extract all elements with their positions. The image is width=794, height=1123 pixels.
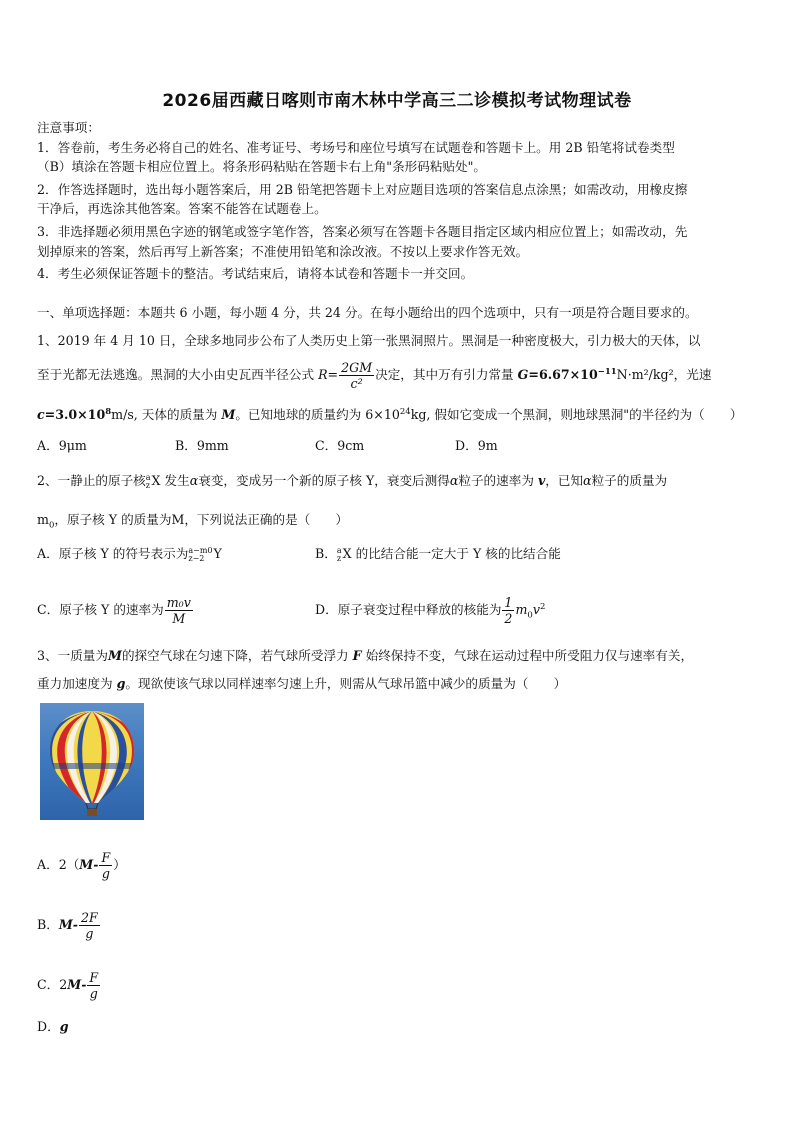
notice-line: 干净后，再选涂其他答案。答案不能答在试题卷上。 bbox=[37, 201, 327, 216]
q2-option-c: C．原子核 Y 的速率为 $\frac{\text{m₀v}}{M}$ bbox=[37, 595, 191, 626]
q1-option-d: D．9m bbox=[455, 438, 498, 453]
notice-heading: 注意事项： bbox=[37, 120, 100, 135]
q1-line2: 至于光都无法逃逸。黑洞的大小由史瓦西半径公式 R= $\frac{2GM}{\text{c²}}$ 决定，其中万有引力常量 $G=6.67\times 10^{-11}N\cdot m^2$/kg²，光速 bbox=[37, 360, 712, 391]
q2-option-d: D．原子衰变过程中释放的核能为 $\frac{1}{2}$ $m_0v^2$ bbox=[315, 595, 546, 626]
hot-air-balloon-image bbox=[40, 703, 144, 820]
q2-line1: 2、一静止的原子核 a z X 发生α衰变，变成另一个新的原子核 Y，衰变后测得α粒子的速率为 v，已知α粒子的质量为 bbox=[37, 472, 668, 490]
q3-line2: 重力加速度为 g。现欲使该气球以同样速率匀速上升，则需从气球吊篮中减少的质量为（ ） bbox=[37, 676, 567, 691]
notice-line: 划掉原来的答案，然后再写上新答案；不准使用铅笔和涂改液。不按以上要求作答无效。 bbox=[37, 244, 529, 259]
q1-line3: $c=3.0\times 10^8m/s$, 天体的质量为 M。已知地球的质量约为 $6\times 10^{24}kg$, 假如它变成一个黑洞，则地球黑洞"的半径约为（ ） bbox=[37, 407, 743, 423]
q2-line2: $m_0$，原子核 Y 的质量为M，下列说法正确的是（ ） bbox=[37, 512, 349, 531]
notice-line: （B）填涂在答题卡相应位置上。将条形码粘贴在答题卡右上角"条形码粘贴处"。 bbox=[37, 159, 487, 174]
q3-option-c: C．2M- $\frac{F}{g}$ bbox=[37, 970, 99, 1001]
balloon-illustration bbox=[40, 703, 144, 820]
notice-line: 2．作答选择题时，选出每小题答案后，用 2B 铅笔把答题卡上对应题目选项的答案信息点涂黑；如需改动，用橡皮擦 bbox=[37, 182, 688, 197]
q3-option-a: A．2（M- $\frac{F}{g}$ ） bbox=[37, 850, 126, 881]
formula-fraction: $\frac{1}{2}$ bbox=[504, 595, 513, 626]
notice-line: 1．答卷前，考生务必将自己的姓名、准考证号、考场号和座位号填写在试题卷和答题卡上。用 2B 铅笔将试卷类型 bbox=[37, 140, 675, 155]
formula-fraction: $\frac{F}{g}$ bbox=[89, 970, 99, 1001]
formula-fraction: $\frac{2F}{g}$ bbox=[81, 910, 98, 941]
formula-fraction: $\frac{F}{g}$ bbox=[101, 850, 111, 881]
q1-option-a: A．9μm bbox=[37, 438, 87, 453]
q2-option-a: A．原子核 Y 的符号表示为 a−m0 z−2 Y bbox=[37, 545, 222, 563]
q3-option-d: D．g bbox=[37, 1019, 69, 1034]
q3-option-b: B．M- $\frac{2F}{g}$ bbox=[37, 910, 98, 941]
q1-option-c: C．9cm bbox=[315, 438, 365, 453]
section-heading: 一、单项选择题：本题共 6 小题，每小题 4 分，共 24 分。在每小题给出的四个选项中，只有一项是符合题目要求的。 bbox=[37, 305, 698, 320]
page-title: 2026届西藏日喀则市南木林中学高三二诊模拟考试物理试卷 bbox=[162, 91, 632, 111]
q1-line1: 1、2019 年 4 月 10 日，全球多地同步公布了人类历史上第一张黑洞照片。黑洞是一种密度极大，引力极大的天体，以 bbox=[37, 333, 701, 348]
notice-line: 4．考生必须保证答题卡的整洁。考试结束后，请将本试卷和答题卡一并交回。 bbox=[37, 266, 474, 281]
nuclide-notation: a z bbox=[145, 472, 151, 490]
q1-option-b: B．9mm bbox=[175, 438, 229, 453]
q2-option-b: B． a z X 的比结合能一定大于 Y 核的比结合能 bbox=[315, 545, 561, 563]
q3-line1: 3、一质量为M的探空气球在匀速下降，若气球所受浮力 F 始终保持不变，气球在运动过程中所受阻力仅与速率有关， bbox=[37, 648, 694, 663]
formula-fraction: $\frac{2GM}{\text{c²}}$ bbox=[341, 360, 373, 391]
formula-fraction: $\frac{\text{m₀v}}{M}$ bbox=[166, 595, 191, 626]
notice-line: 3．非选择题必须用黑色字迹的钢笔或签字笔作答，答案必须写在答题卡各题目指定区域内相应位置上；如需改动，先 bbox=[37, 224, 688, 239]
